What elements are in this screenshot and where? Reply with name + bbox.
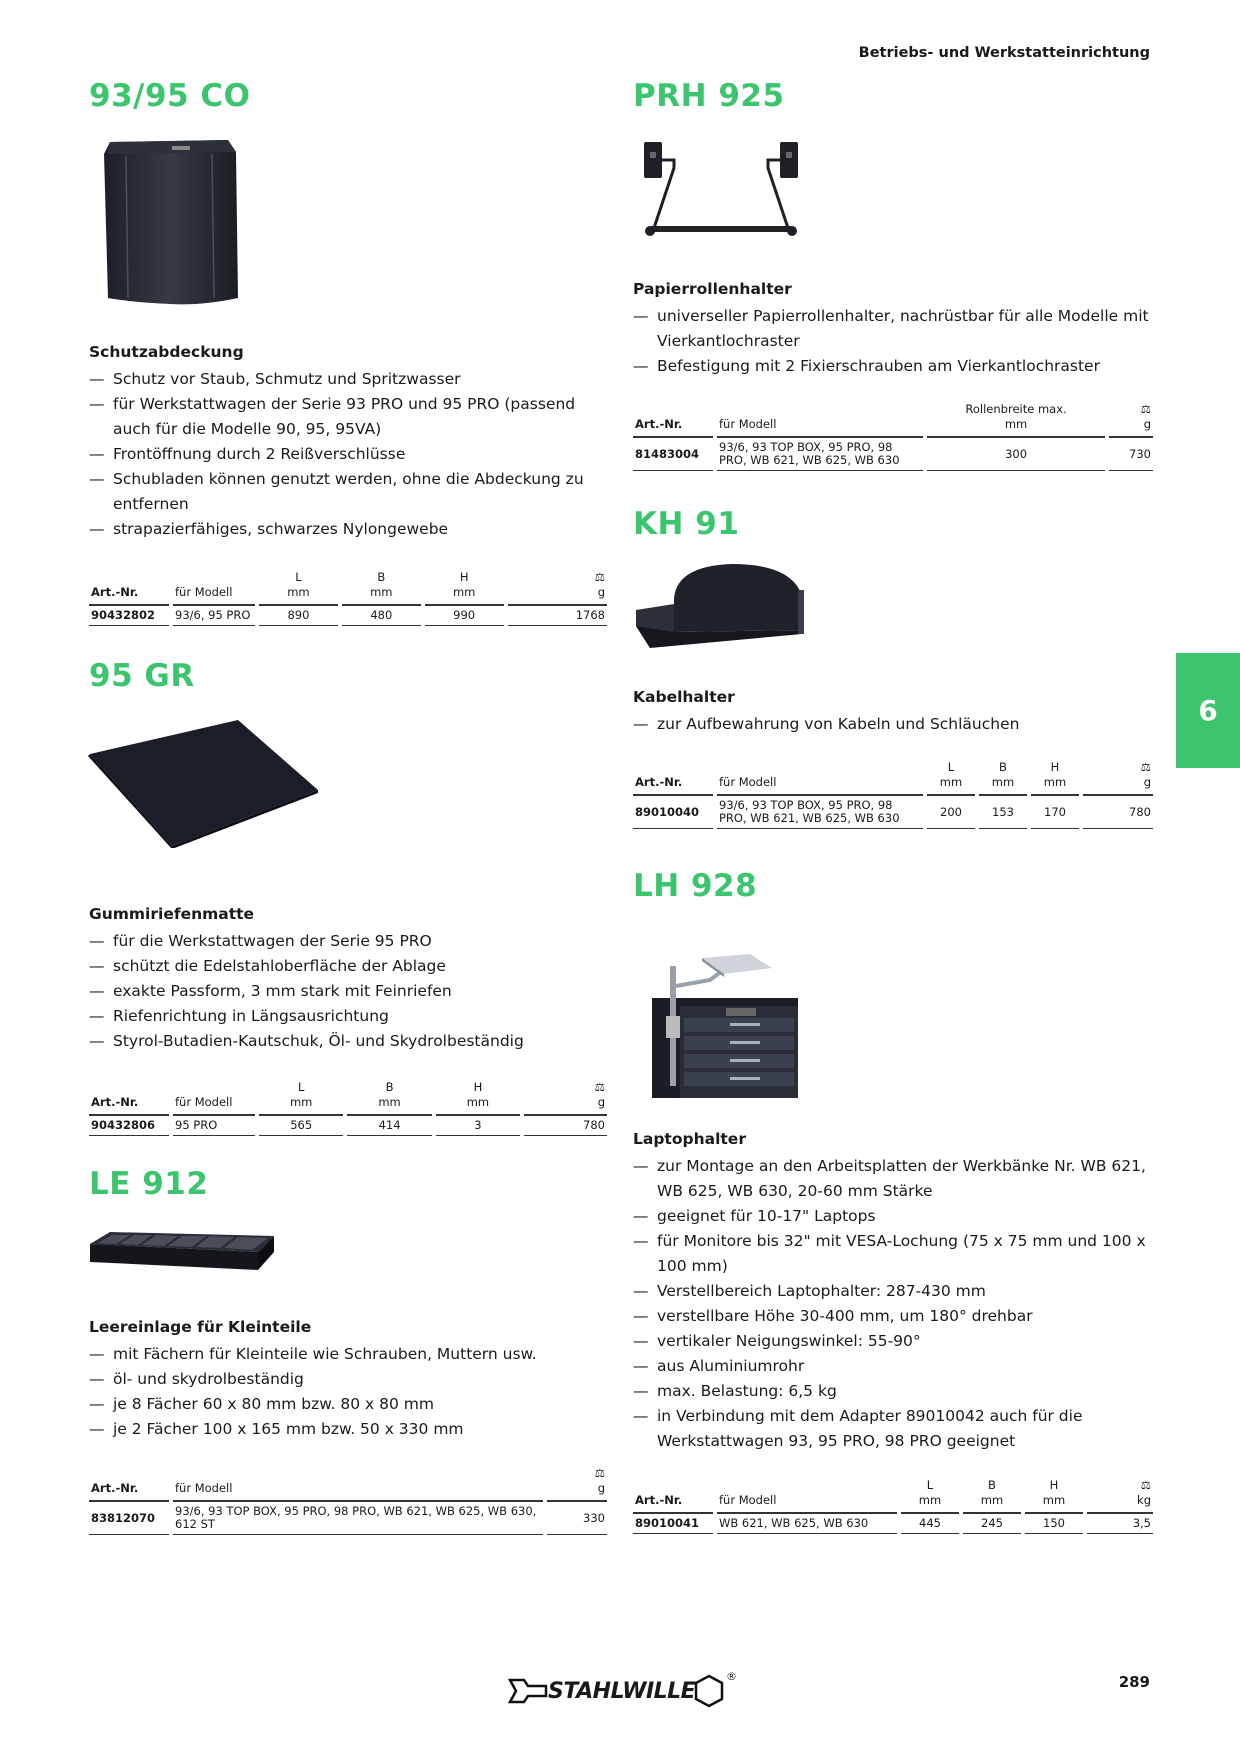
scale-icon: ⚖ bbox=[1140, 1478, 1151, 1492]
feature-item: — max. Belastung: 6,5 kg bbox=[633, 1379, 1153, 1404]
col-header-weight: ⚖ g bbox=[547, 1462, 607, 1502]
col-header: H mm bbox=[436, 1076, 520, 1116]
feature-item: — für Monitore bis 32" mit VESA-Lochung (75 x 75 mm und 100 x 100 mm) bbox=[633, 1229, 1153, 1279]
feature-item: — in Verbindung mit dem Adapter 89010042 auch für die Werkstattwagen 93, 95 PRO, 98 PRO geeignet bbox=[633, 1404, 1153, 1454]
feature-list-kh bbox=[633, 712, 1153, 737]
feature-item: — zur Montage an den Arbeitsplatten der Werkbänke Nr. WB 621, WB 625, WB 630, 20-60 mm Stärke bbox=[633, 1154, 1153, 1204]
feature-item: — zur Aufbewahrung von Kabeln und Schläuchen bbox=[633, 712, 1153, 737]
table-cell: 414 bbox=[347, 1116, 431, 1136]
col-header: H mm bbox=[425, 566, 504, 606]
col-header: H mm bbox=[1025, 1474, 1083, 1514]
col-header-weight: ⚖ g bbox=[524, 1076, 607, 1116]
product-title-le: LE 912 bbox=[89, 1166, 209, 1202]
product-title-prh: PRH 925 bbox=[633, 78, 785, 114]
insert-tray-image bbox=[88, 1230, 276, 1288]
table-cell: 3,5 bbox=[1087, 1514, 1153, 1534]
col-header: H mm bbox=[1031, 756, 1079, 796]
table-cell: 300 bbox=[927, 438, 1105, 471]
table-cell: 780 bbox=[1083, 796, 1153, 829]
table-row bbox=[633, 1514, 1153, 1534]
table-cell: 89010041 bbox=[633, 1514, 713, 1534]
col-header: L mm bbox=[927, 756, 975, 796]
spec-table-lh bbox=[629, 1474, 1157, 1534]
product-title-co: 93/95 CO bbox=[89, 78, 251, 114]
col-header: Art.-Nr. bbox=[633, 398, 713, 438]
col-header: L mm bbox=[259, 1076, 343, 1116]
col-header: Rollenbreite max. mm bbox=[927, 398, 1105, 438]
table-cell: 83812070 bbox=[89, 1502, 169, 1535]
col-header-weight: ⚖ g bbox=[1109, 398, 1153, 438]
table-cell: 245 bbox=[963, 1514, 1021, 1534]
table-cell: 93/6, 95 PRO bbox=[173, 606, 255, 626]
feature-item: — aus Aluminiumrohr bbox=[633, 1354, 1153, 1379]
feature-item: — Riefenrichtung in Längsausrichtung bbox=[89, 1004, 607, 1029]
feature-item: — öl- und skydrolbeständig bbox=[89, 1367, 607, 1392]
product-title-lh: LH 928 bbox=[633, 868, 758, 904]
table-cell: 445 bbox=[901, 1514, 959, 1534]
col-header: für Modell bbox=[173, 566, 255, 606]
feature-item: — Verstellbereich Laptophalter: 287-430 mm bbox=[633, 1279, 1153, 1304]
col-header: für Modell bbox=[717, 1474, 897, 1514]
feature-item: — je 2 Fächer 100 x 165 mm bzw. 50 x 330 mm bbox=[89, 1417, 607, 1442]
logo-text: STAHLWILLE bbox=[548, 1679, 696, 1704]
col-header: B mm bbox=[342, 566, 421, 606]
product-subtitle-le: Leereinlage für Kleinteile bbox=[89, 1318, 312, 1336]
table-cell: WB 621, WB 625, WB 630 bbox=[717, 1514, 897, 1534]
table-cell: 330 bbox=[547, 1502, 607, 1535]
scale-icon: ⚖ bbox=[1140, 760, 1151, 774]
col-header: für Modell bbox=[173, 1462, 543, 1502]
col-header: B mm bbox=[347, 1076, 431, 1116]
spec-table-prh bbox=[629, 398, 1157, 471]
table-row bbox=[89, 1116, 607, 1136]
col-header-weight: ⚖ g bbox=[508, 566, 607, 606]
feature-item: — vertikaler Neigungswinkel: 55-90° bbox=[633, 1329, 1153, 1354]
col-header: B mm bbox=[979, 756, 1027, 796]
feature-item: — mit Fächern für Kleinteile wie Schrauben, Muttern usw. bbox=[89, 1342, 607, 1367]
table-row bbox=[633, 438, 1153, 471]
product-subtitle-gr: Gummiriefenmatte bbox=[89, 905, 255, 923]
col-header-weight: ⚖ g bbox=[1083, 756, 1153, 796]
table-cell: 3 bbox=[436, 1116, 520, 1136]
chapter-tab[interactable]: 6 bbox=[1176, 653, 1240, 768]
table-cell: 93/6, 93 TOP BOX, 95 PRO, 98 PRO, WB 621, WB 625, WB 630 bbox=[717, 796, 923, 829]
mat-product-image bbox=[88, 718, 320, 848]
scale-icon: ⚖ bbox=[1140, 402, 1151, 416]
feature-list-le bbox=[89, 1342, 607, 1442]
scale-icon: ⚖ bbox=[594, 1080, 605, 1094]
laptop-holder-image bbox=[650, 946, 798, 1098]
feature-list-gr bbox=[89, 929, 607, 1054]
feature-item: — Schubladen können genutzt werden, ohne die Abdeckung zu entfernen bbox=[89, 467, 607, 517]
table-row bbox=[89, 606, 607, 626]
product-subtitle-prh: Papierrollenhalter bbox=[633, 280, 792, 298]
feature-item: — strapazierfähiges, schwarzes Nylongewebe bbox=[89, 517, 607, 542]
feature-item: — verstellbare Höhe 30-400 mm, um 180° drehbar bbox=[633, 1304, 1153, 1329]
table-cell: 95 PRO bbox=[173, 1116, 255, 1136]
feature-item: — Frontöffnung durch 2 Reißverschlüsse bbox=[89, 442, 607, 467]
feature-item: — exakte Passform, 3 mm stark mit Feinriefen bbox=[89, 979, 607, 1004]
feature-item: — für Werkstattwagen der Serie 93 PRO und 95 PRO (passend auch für die Modelle 90, 95, 95VA) bbox=[89, 392, 607, 442]
col-header: für Modell bbox=[173, 1076, 255, 1116]
product-subtitle-kh: Kabelhalter bbox=[633, 688, 735, 706]
feature-item: — schützt die Edelstahloberfläche der Ablage bbox=[89, 954, 607, 979]
product-title-gr: 95 GR bbox=[89, 658, 195, 694]
col-header: B mm bbox=[963, 1474, 1021, 1514]
table-cell: 1768 bbox=[508, 606, 607, 626]
col-header: L mm bbox=[259, 566, 338, 606]
wrench-icon bbox=[508, 1674, 548, 1708]
table-cell: 890 bbox=[259, 606, 338, 626]
table-cell: 90432802 bbox=[89, 606, 169, 626]
table-cell: 89010040 bbox=[633, 796, 713, 829]
table-cell: 153 bbox=[979, 796, 1027, 829]
col-header: für Modell bbox=[717, 756, 923, 796]
col-header: Art.-Nr. bbox=[633, 1474, 713, 1514]
stahlwille-logo bbox=[508, 1670, 738, 1710]
col-header-weight: ⚖ kg bbox=[1087, 1474, 1153, 1514]
table-cell: 780 bbox=[524, 1116, 607, 1136]
feature-item: — für die Werkstattwagen der Serie 95 PRO bbox=[89, 929, 607, 954]
table-cell: 565 bbox=[259, 1116, 343, 1136]
table-cell: 170 bbox=[1031, 796, 1079, 829]
table-cell: 90432806 bbox=[89, 1116, 169, 1136]
feature-item: — universeller Papierrollenhalter, nachrüstbar für alle Modelle mit Vierkantlochraster bbox=[633, 304, 1153, 354]
table-cell: 730 bbox=[1109, 438, 1153, 471]
spec-table-le bbox=[85, 1462, 611, 1535]
col-header: Art.-Nr. bbox=[89, 1076, 169, 1116]
spec-table-gr bbox=[85, 1076, 611, 1136]
spec-table-kh bbox=[629, 756, 1157, 829]
product-subtitle-co: Schutzabdeckung bbox=[89, 343, 244, 361]
feature-list-lh bbox=[633, 1154, 1153, 1454]
col-header: Art.-Nr. bbox=[89, 566, 169, 606]
table-row bbox=[89, 1502, 607, 1535]
section-header: Betriebs- und Werkstatteinrichtung bbox=[858, 45, 1150, 61]
paper-roll-holder-image bbox=[640, 138, 802, 244]
col-header: L mm bbox=[901, 1474, 959, 1514]
product-title-kh: KH 91 bbox=[633, 506, 740, 542]
scale-icon: ⚖ bbox=[594, 570, 605, 584]
table-cell: 81483004 bbox=[633, 438, 713, 471]
table-row bbox=[633, 796, 1153, 829]
spec-table-co bbox=[85, 566, 611, 626]
feature-item: — je 8 Fächer 60 x 80 mm bzw. 80 x 80 mm bbox=[89, 1392, 607, 1417]
cover-product-image bbox=[100, 138, 240, 310]
feature-item: — geeignet für 10-17" Laptops bbox=[633, 1204, 1153, 1229]
col-header: für Modell bbox=[717, 398, 923, 438]
feature-item: — Befestigung mit 2 Fixierschrauben am Vierkantlochraster bbox=[633, 354, 1153, 379]
scale-icon: ⚖ bbox=[594, 1466, 605, 1480]
table-cell: 150 bbox=[1025, 1514, 1083, 1534]
col-header: Art.-Nr. bbox=[89, 1462, 169, 1502]
feature-list-co bbox=[89, 367, 607, 542]
table-cell: 480 bbox=[342, 606, 421, 626]
table-cell: 990 bbox=[425, 606, 504, 626]
feature-item: — Schutz vor Staub, Schmutz und Spritzwasser bbox=[89, 367, 607, 392]
feature-item: — Styrol-Butadien-Kautschuk, Öl- und Skydrolbeständig bbox=[89, 1029, 607, 1054]
feature-list-prh bbox=[633, 304, 1153, 379]
product-subtitle-lh: Laptophalter bbox=[633, 1130, 746, 1148]
registered-mark: ® bbox=[726, 1670, 737, 1683]
col-header: Art.-Nr. bbox=[633, 756, 713, 796]
nut-icon bbox=[692, 1674, 726, 1708]
table-cell: 200 bbox=[927, 796, 975, 829]
table-cell: 93/6, 93 TOP BOX, 95 PRO, 98 PRO, WB 621, WB 625, WB 630, 612 ST bbox=[173, 1502, 543, 1535]
table-cell: 93/6, 93 TOP BOX, 95 PRO, 98 PRO, WB 621, WB 625, WB 630 bbox=[717, 438, 923, 471]
cable-holder-image bbox=[632, 560, 806, 652]
page-number: 289 bbox=[1118, 1673, 1150, 1691]
